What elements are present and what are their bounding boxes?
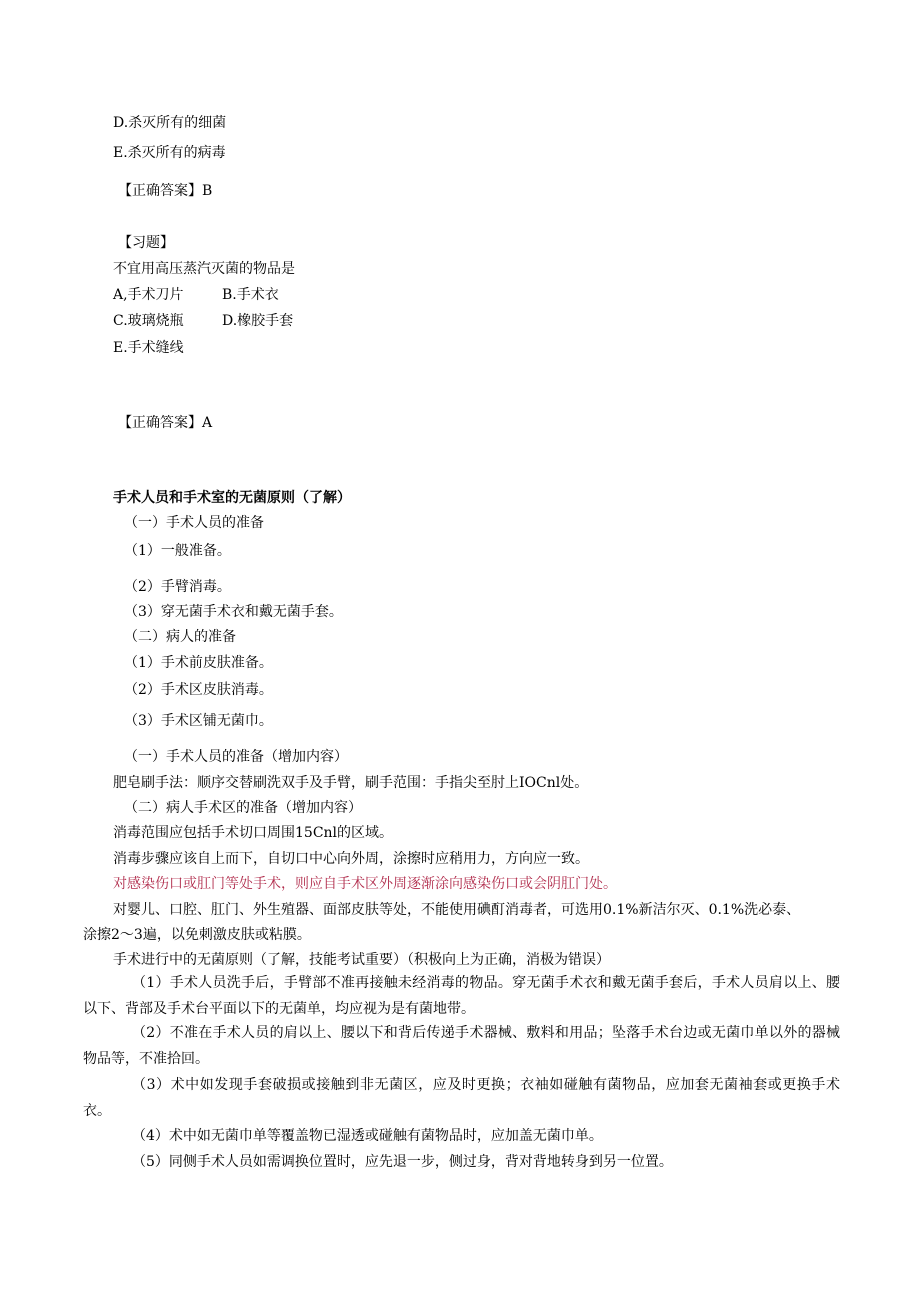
rule-2: （2）不准在手术人员的肩以上、腰以下和背后传递手术器械、敷料和用品；坠落手术台边或无菌巾单以外的器械物品等，不准拾回。: [83, 1025, 840, 1067]
disinfection-scope: 消毒范围应包括手术切口周围15Cnl的区域。: [113, 825, 394, 841]
list-item: （2）手术区皮肤消毒。: [124, 682, 273, 698]
option-b: B.手术衣: [222, 287, 279, 303]
rule-4: （4）术中如无菌巾单等覆盖物已湿透或碰触有菌物品时，应加盖无菌巾单。: [132, 1128, 603, 1144]
list-item: （2）手臂消毒。: [124, 579, 231, 595]
staff-additional-heading: （一）手术人员的准备（增加内容）: [124, 749, 348, 765]
option-e: E.手术缝线: [113, 340, 184, 356]
option-a: A,手术刀片: [113, 287, 184, 303]
patient-additional-heading: （二）病人手术区的准备（增加内容）: [124, 800, 362, 816]
answer-label: 【正确答案】B: [118, 183, 213, 199]
list-item: （1）一般准备。: [124, 543, 231, 559]
list-item: （1）手术前皮肤准备。: [124, 655, 273, 671]
rule-3: （3）术中如发现手套破损或接触到非无菌区，应及时更换；衣袖如碰触有菌物品，应加套无菌袖套或更换手术衣。: [83, 1077, 840, 1119]
option-c: C.玻璃烧瓶: [113, 313, 184, 329]
soap-brush-method: 肥皂刷手法：顺序交替刷洗双手及手臂，刷手范围：手指尖至肘上IOCnl处。: [113, 775, 589, 791]
disinfection-steps: 消毒步骤应该自上而下，自切口中心向外周，涂擦时应稍用力，方向应一致。: [113, 851, 589, 867]
list-item: （3）穿无菌手术衣和戴无菌手套。: [124, 604, 343, 620]
infant-note-line: 涂擦2～3遍，以免刺激皮肤或粘膜。: [83, 927, 311, 943]
infected-wound-note: 对感染伤口或肛门等处手术，则应自手术区外周逐渐涂向感染伤口或会阴肛门处。: [113, 876, 617, 892]
question-text: 不宜用高压蒸汽灭菌的物品是: [113, 261, 295, 277]
option-d: D.杀灭所有的细菌: [113, 115, 227, 131]
answer-label: 【正确答案】A: [118, 415, 213, 431]
staff-heading: （一）手术人员的准备: [124, 515, 264, 531]
list-item: （3）手术区铺无菌巾。: [124, 713, 273, 729]
patient-heading: （二）病人的准备: [124, 629, 236, 645]
rule-5: （5）同侧手术人员如需调换位置时，应先退一步，侧过身，背对背地转身到另一位置。: [132, 1154, 673, 1170]
section-title: 手术人员和手术室的无菌原则（了解）: [113, 490, 351, 506]
rule-1: （1）手术人员洗手后，手臂部不准再接触未经消毒的物品。穿无菌手术衣和戴无菌手套后，手术人员肩以上、腰以下、背部及手术台平面以下的无菌单，均应视为是有菌地带。: [83, 975, 840, 1017]
option-d: D.橡胶手套: [222, 313, 294, 329]
infant-note-line: 对婴儿、口腔、肛门、外生殖器、面部皮肤等处，不能使用碘酊消毒者，可选用0.1%新洁尔灭、0.1%洗必泰、: [113, 902, 801, 918]
intraop-heading: 手术进行中的无菌原则（了解，技能考试重要）（积极向上为正确，消极为错误）: [113, 952, 610, 968]
option-e: E.杀灭所有的病毒: [113, 145, 226, 161]
exercise-heading: 【习题】: [118, 235, 174, 251]
